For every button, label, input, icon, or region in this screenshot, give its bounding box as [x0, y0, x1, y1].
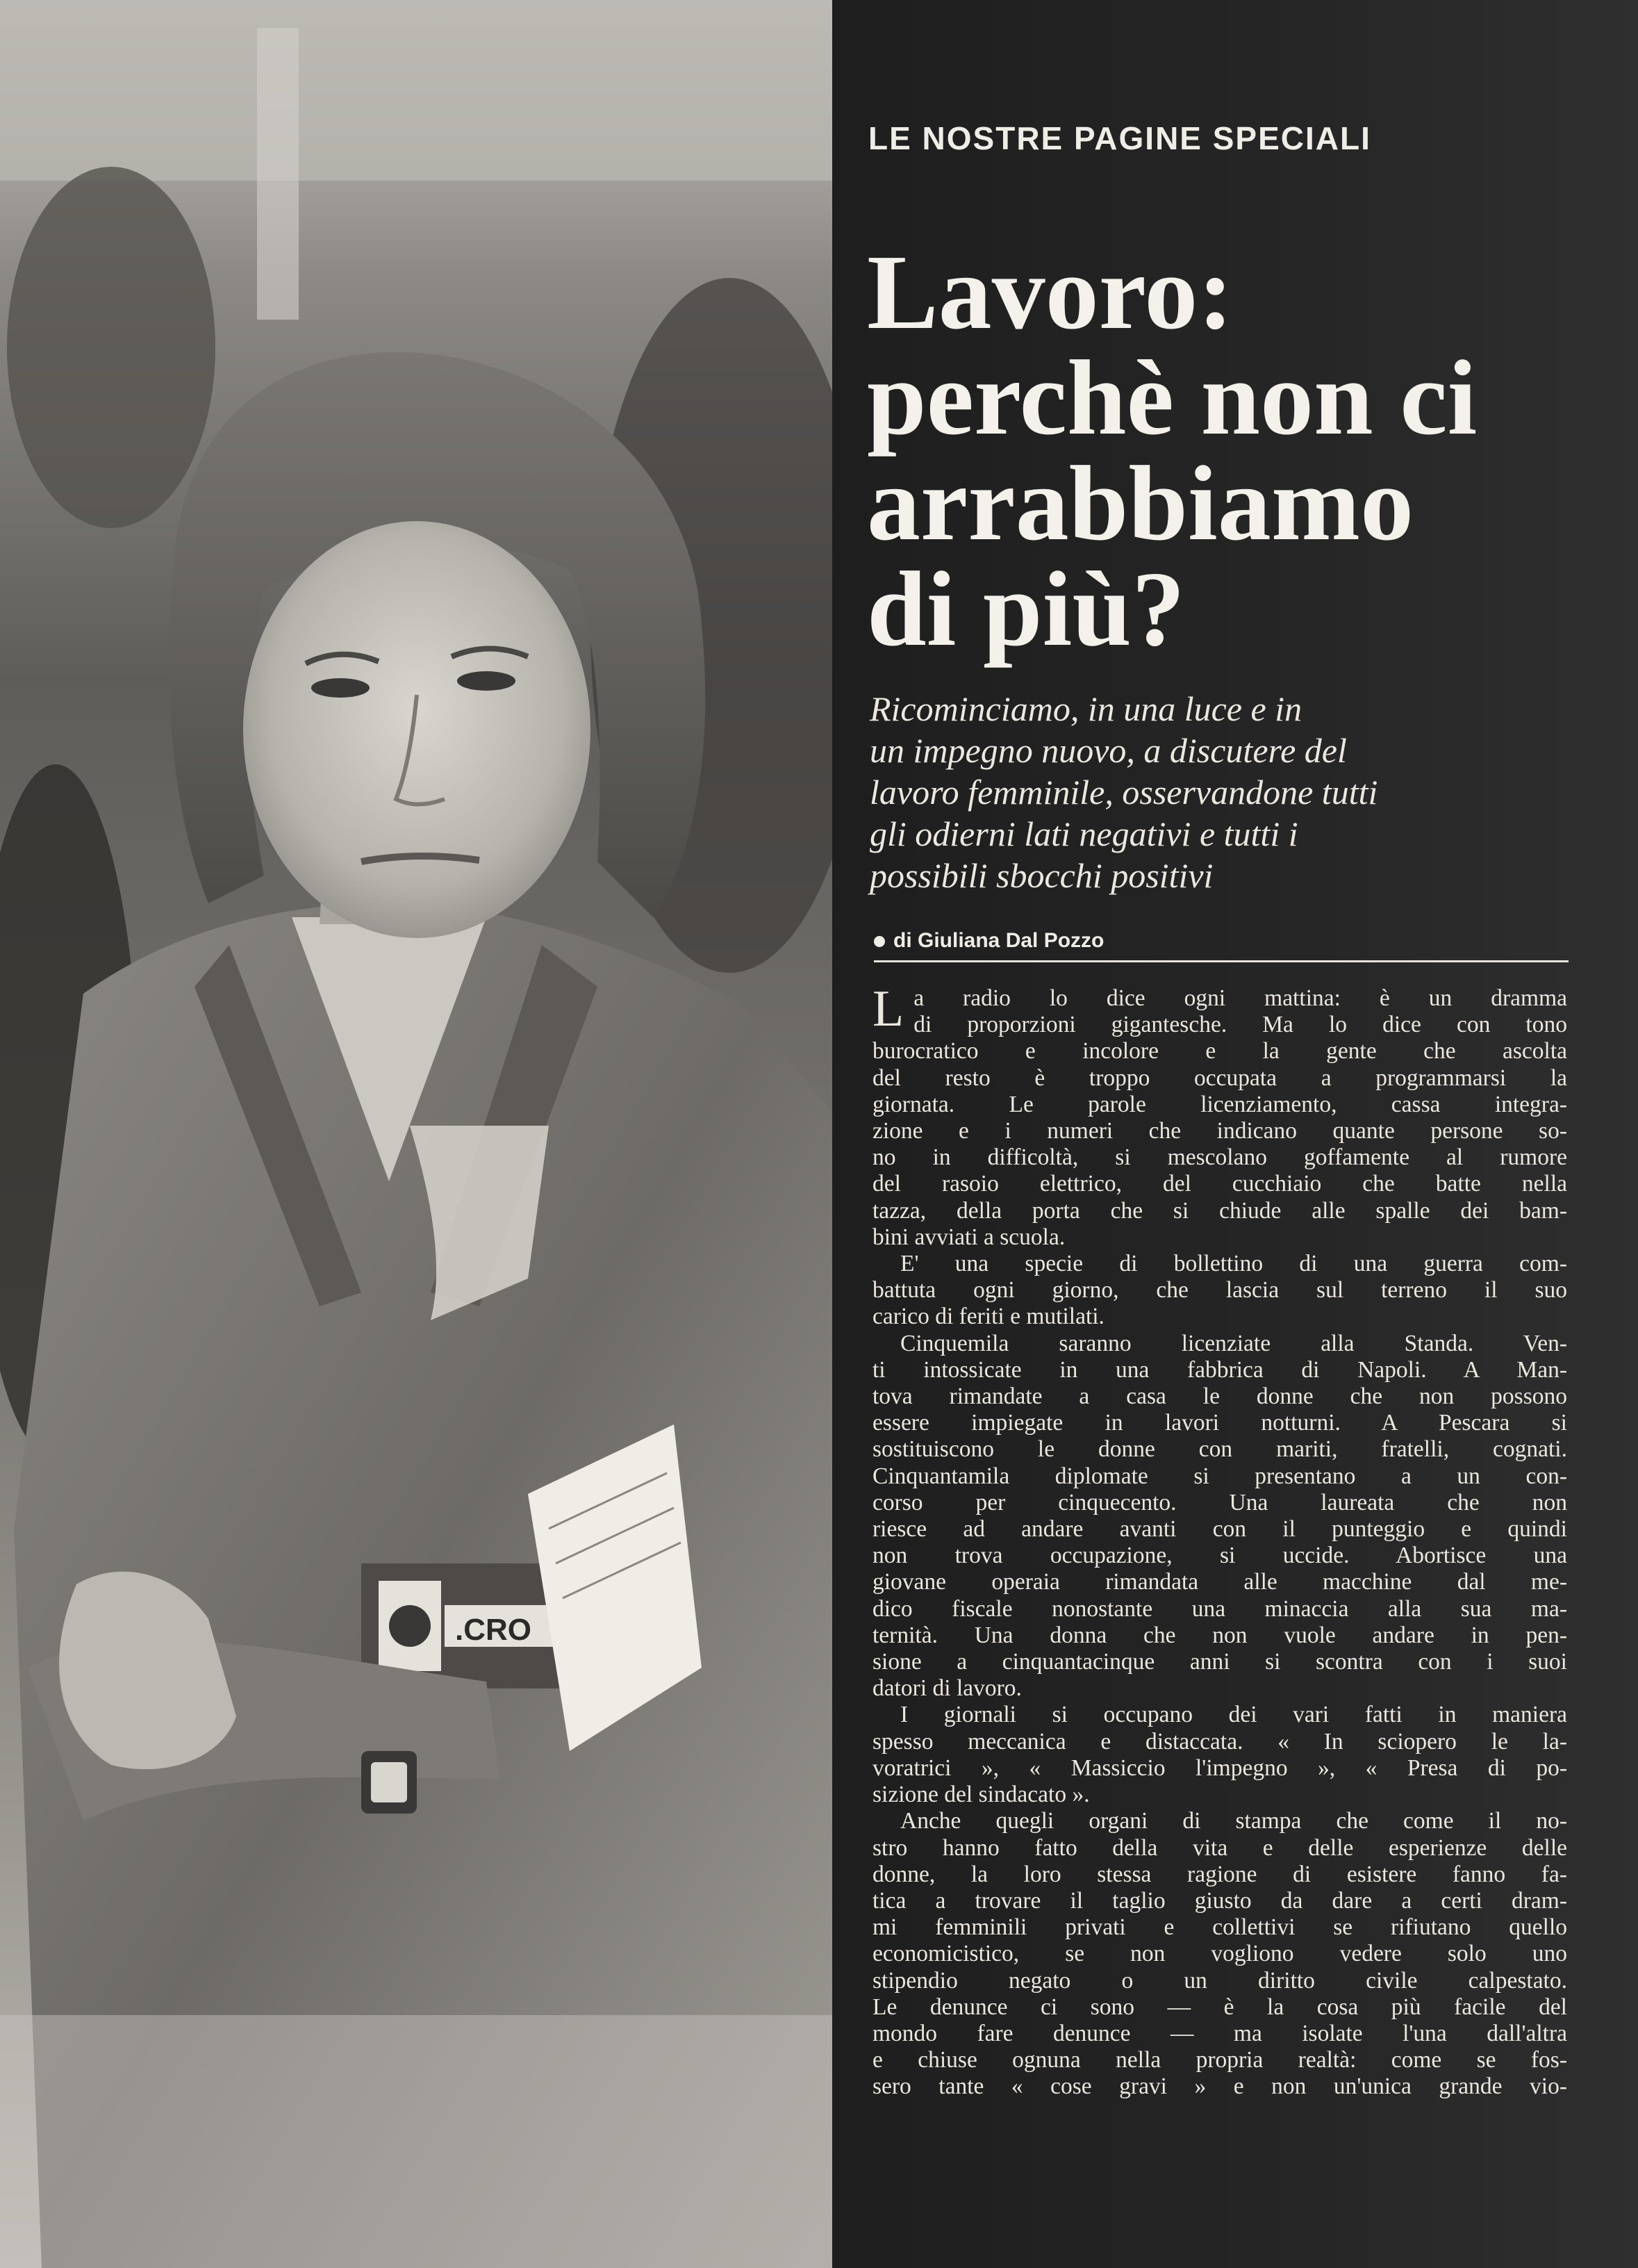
body-line: stro hanno fatto della vita e delle esperienze delle	[872, 1834, 1567, 1861]
body-line: giovane operaia rimandata alle macchine dal me-	[872, 1569, 1567, 1595]
body-line: mi femminili privati e collettivi se rifiutano quello	[872, 1914, 1567, 1941]
standfirst-line: un impegno nuovo, a discutere del	[870, 731, 1347, 770]
badge-text: .CRO	[455, 1613, 531, 1647]
body-line: a radio lo dice ogni mattina: è un dramma	[913, 985, 1567, 1011]
body-lines	[872, 980, 1567, 2101]
standfirst-line: Ricominciamo, in una luce e in	[870, 689, 1302, 728]
body-line: stipendio negato o un diritto civile calpestato.	[872, 1967, 1567, 1994]
standfirst-line: gli odierni lati negativi e tutti i	[870, 814, 1298, 853]
body-line: essere impiegate in lavori notturni. A Pescara si	[872, 1410, 1567, 1436]
body-line: tica a trovare il taglio giusto da dare a certi dram-	[872, 1887, 1567, 1914]
body-line: battuta ogni giorno, che lascia sul terreno il suo	[872, 1277, 1567, 1304]
body-line: spesso meccanica e distaccata. « In sciopero le la-	[872, 1728, 1567, 1755]
body-line: mondo fare denunce — ma isolate l'una dall'altra	[872, 2020, 1567, 2046]
body-line: Anche quegli organi di stampa che come il no-	[900, 1808, 1567, 1834]
byline-rule	[874, 960, 1569, 962]
body-line: sione a cinquantacinque anni si scontra con i suoi	[872, 1649, 1567, 1675]
body-line: voratrici », « Massiccio l'impegno », « Presa di po-	[872, 1755, 1567, 1781]
body-line: tova rimandate a casa le donne che non possono	[872, 1383, 1567, 1410]
body-line: corso per cinquecento. Una laureata che non	[872, 1489, 1567, 1515]
body-line: ti intossicate in una fabbrica di Napoli. A Man-	[872, 1356, 1567, 1383]
headline-line: Lavoro:	[867, 233, 1234, 352]
body-line: carico di feriti e mutilati.	[872, 1304, 1105, 1330]
headline-line: di più?	[867, 550, 1186, 668]
body-line: sostituiscono le donne con mariti, fratelli, cognati.	[872, 1436, 1567, 1463]
body-line: ternità. Una donna che non vuole andare in pen-	[872, 1622, 1567, 1648]
section-label: LE NOSTRE PAGINE SPECIALI	[868, 120, 1371, 156]
body-line: donne, la loro stessa ragione di esistere fanno fa-	[872, 1861, 1567, 1887]
dropcap: L	[872, 980, 904, 1037]
body-line: sizione del sindacato ».	[872, 1782, 1090, 1808]
body-line: dico fiscale nonostante una minaccia alla sua ma-	[872, 1595, 1567, 1622]
body-line: zione e i numeri che indicano quante persone so-	[872, 1118, 1567, 1144]
body-line: riesce ad andare avanti con il punteggio e quindi	[872, 1516, 1567, 1543]
standfirst-line: lavoro femminile, osservandone tutti	[870, 773, 1378, 812]
body-line: Le denunce ci sono — è la cosa più facile del	[872, 1994, 1567, 2020]
body-line: economicistico, se non vogliono vedere solo uno	[872, 1941, 1567, 1967]
body-line: non trova occupazione, si uccide. Abortisce una	[872, 1543, 1567, 1569]
body-line: di proporzioni gigantesche. Ma lo dice con tono	[913, 1012, 1567, 1038]
byline-text: di Giuliana Dal Pozzo	[893, 929, 1105, 952]
body-line: sero tante « cose gravi » e non un'unica grande vio-	[872, 2073, 1567, 2100]
headline-line: arrabbiamo	[867, 445, 1414, 563]
body-line: del resto è troppo occupata a programmarsi la	[872, 1065, 1567, 1091]
standfirst-line: possibili sbocchi positivi	[870, 856, 1214, 895]
body-line: no in difficoltà, si mescolano goffamente al rumore	[872, 1144, 1567, 1171]
body-line: E' una specie di bollettino di una guerra com-	[900, 1251, 1567, 1277]
body-line: burocratico e incolore e la gente che ascolta	[872, 1038, 1567, 1065]
body-line: e chiuse ognuna nella propria realtà: come se fos-	[872, 2047, 1567, 2073]
body-line: tazza, della porta che si chiude alle spalle dei bam-	[872, 1197, 1567, 1224]
body-line: Cinquemila saranno licenziate alla Standa. Ven-	[900, 1330, 1567, 1356]
bullet-icon	[874, 936, 885, 947]
headline	[867, 233, 1603, 668]
body-line: I giornali si occupano dei vari fatti in maniera	[900, 1702, 1567, 1728]
body-line: del rasoio elettrico, del cucchiaio che batte nella	[872, 1171, 1567, 1197]
standfirst	[870, 688, 1592, 896]
headline-line: perchè non ci	[867, 339, 1478, 457]
body-line: Cinquantamila diplomate si presentano a un con-	[872, 1463, 1567, 1489]
body-line: bini avviati a scuola.	[872, 1224, 1066, 1250]
body-line: giornata. Le parole licenziamento, cassa integra-	[872, 1091, 1567, 1117]
byline	[874, 929, 1104, 953]
body-line: datori di lavoro.	[872, 1675, 1022, 1702]
article-body	[872, 980, 1567, 2101]
